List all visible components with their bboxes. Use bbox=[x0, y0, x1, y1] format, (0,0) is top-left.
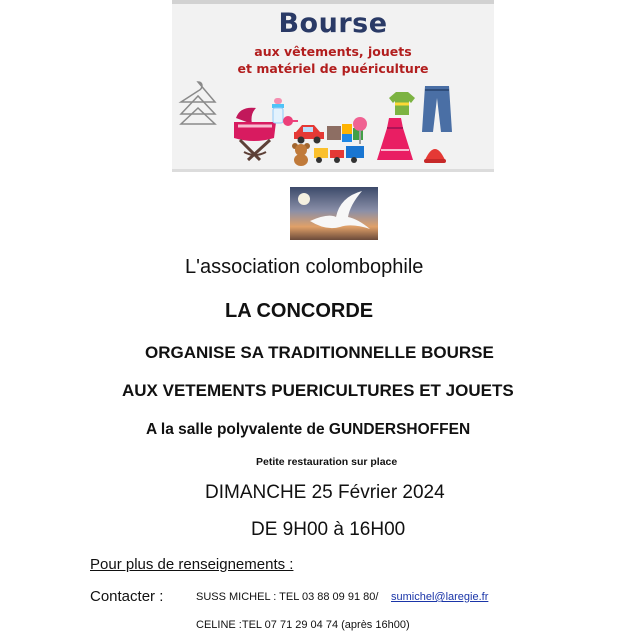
teddy-bear-icon bbox=[290, 142, 312, 166]
toy-train-icon bbox=[312, 144, 368, 164]
contact-label: Contacter : bbox=[90, 588, 164, 605]
club-name: LA CONCORDE bbox=[225, 300, 374, 322]
dress-icon bbox=[375, 116, 415, 162]
announcement-line: ORGANISE SA TRADITIONNELLE BOURSE bbox=[145, 343, 494, 362]
header-banner bbox=[172, 0, 494, 172]
toy-lollipop-icon bbox=[352, 116, 368, 146]
toy-car-icon bbox=[292, 122, 326, 144]
dove-photo bbox=[290, 187, 378, 240]
jeans-icon bbox=[420, 84, 454, 134]
association-heading: L'association colombophile bbox=[185, 256, 424, 278]
banner-title: Bourse bbox=[278, 8, 388, 39]
more-info-label: Pour plus de renseignements : bbox=[90, 556, 294, 573]
contact-celine-phone: CELINE :TEL 07 71 29 04 74 (après 16h00) bbox=[196, 619, 410, 631]
event-hours: DE 9H00 à 16H00 bbox=[251, 519, 406, 540]
event-date: DIMANCHE 25 Février 2024 bbox=[205, 482, 445, 503]
baby-hat-icon bbox=[422, 144, 448, 164]
venue-line: A la salle polyvalente de GUNDERSHOFFEN bbox=[146, 421, 471, 438]
banner-subtitle-line1: aux vêtements, jouets bbox=[254, 44, 412, 59]
hanger-icon bbox=[178, 78, 218, 128]
banner-subtitle-line2: et matériel de puériculture bbox=[237, 61, 429, 76]
tshirt-icon bbox=[388, 90, 416, 116]
contact-email-link[interactable]: sumichel@laregie.fr bbox=[391, 591, 489, 603]
catering-note: Petite restauration sur place bbox=[256, 456, 398, 468]
categories-line: AUX VETEMENTS PUERICULTURES ET JOUETS bbox=[122, 381, 514, 400]
contact-suss-phone: SUSS MICHEL : TEL 03 88 09 91 80/ bbox=[196, 591, 379, 603]
